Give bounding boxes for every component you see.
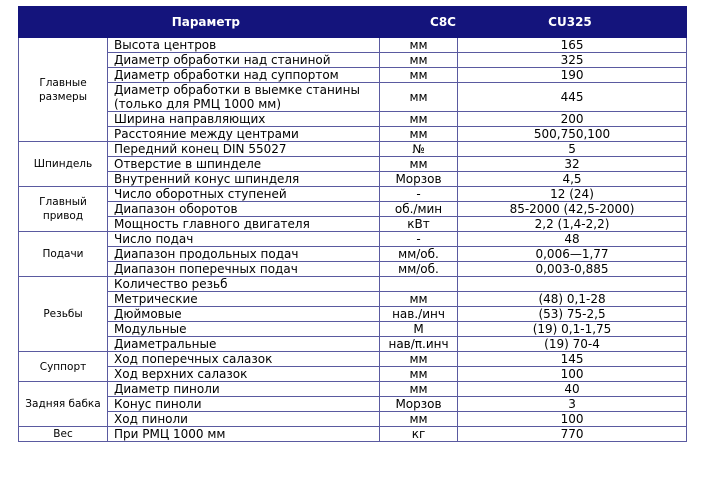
- header-param: Параметр: [19, 7, 380, 38]
- param-cell: Конус пиноли: [108, 397, 380, 412]
- table-row: [19, 247, 687, 262]
- value-cell: (48) 0,1-28: [458, 292, 687, 307]
- param-cell: Диаметр обработки над станиной: [108, 53, 380, 68]
- header-models: [380, 7, 687, 38]
- table-row: [19, 382, 687, 397]
- param-cell: Ход поперечных салазок: [108, 352, 380, 367]
- param-cell: Ход пиноли: [108, 412, 380, 427]
- unit-cell: M: [380, 322, 458, 337]
- table-row: [19, 83, 687, 112]
- unit-cell: мм: [380, 112, 458, 127]
- unit-cell: мм: [380, 292, 458, 307]
- value-cell: (19) 70-4: [458, 337, 687, 352]
- param-cell: Ход верхних салазок: [108, 367, 380, 382]
- unit-cell: кг: [380, 427, 458, 442]
- table-row: [19, 38, 687, 53]
- value-cell: 32: [458, 157, 687, 172]
- value-cell: 325: [458, 53, 687, 68]
- value-cell: 0,006—1,77: [458, 247, 687, 262]
- table-row: [19, 367, 687, 382]
- header-model-2: CU325: [548, 15, 592, 29]
- table-row: [19, 307, 687, 322]
- param-cell: Диаметр обработки в выемке станины (только для РМЦ 1000 мм): [108, 83, 380, 112]
- unit-cell: мм/об.: [380, 247, 458, 262]
- group-cell: Вес: [19, 427, 108, 442]
- table-row: [19, 68, 687, 83]
- unit-cell: Морзов: [380, 397, 458, 412]
- value-cell: 165: [458, 38, 687, 53]
- unit-cell: [380, 277, 458, 292]
- spec-table: [18, 6, 687, 442]
- param-cell: Число оборотных ступеней: [108, 187, 380, 202]
- param-cell: Диапазон оборотов: [108, 202, 380, 217]
- param-cell: Расстояние между центрами: [108, 127, 380, 142]
- value-cell: 770: [458, 427, 687, 442]
- param-cell: Высота центров: [108, 38, 380, 53]
- param-cell: Диапазон продольных подач: [108, 247, 380, 262]
- table-row: [19, 53, 687, 68]
- value-cell: 145: [458, 352, 687, 367]
- table-row: [19, 397, 687, 412]
- param-cell: При РМЦ 1000 мм: [108, 427, 380, 442]
- value-cell: [458, 277, 687, 292]
- param-cell: Передний конец DIN 55027: [108, 142, 380, 157]
- header-model-1: С8С: [430, 15, 456, 29]
- param-cell: Диаметр пиноли: [108, 382, 380, 397]
- table-row: [19, 412, 687, 427]
- param-cell: Число подач: [108, 232, 380, 247]
- table-row: [19, 217, 687, 232]
- table-row: [19, 172, 687, 187]
- value-cell: 100: [458, 412, 687, 427]
- param-cell: Дюймовые: [108, 307, 380, 322]
- unit-cell: кВт: [380, 217, 458, 232]
- header-row: [19, 7, 687, 38]
- table-row: [19, 262, 687, 277]
- table-row: [19, 202, 687, 217]
- table-row: [19, 157, 687, 172]
- value-cell: (19) 0,1-1,75: [458, 322, 687, 337]
- group-cell: Шпиндель: [19, 142, 108, 187]
- unit-cell: об./мин: [380, 202, 458, 217]
- value-cell: 5: [458, 142, 687, 157]
- value-cell: 40: [458, 382, 687, 397]
- unit-cell: мм: [380, 367, 458, 382]
- value-cell: 48: [458, 232, 687, 247]
- unit-cell: мм/об.: [380, 262, 458, 277]
- value-cell: 100: [458, 367, 687, 382]
- param-cell: Количество резьб: [108, 277, 380, 292]
- value-cell: 500,750,100: [458, 127, 687, 142]
- value-cell: 85-2000 (42,5-2000): [458, 202, 687, 217]
- value-cell: 3: [458, 397, 687, 412]
- param-cell: Внутренний конус шпинделя: [108, 172, 380, 187]
- unit-cell: мм: [380, 127, 458, 142]
- value-cell: 4,5: [458, 172, 687, 187]
- group-cell: Подачи: [19, 232, 108, 277]
- group-cell: Суппорт: [19, 352, 108, 382]
- param-cell: Отверстие в шпинделе: [108, 157, 380, 172]
- value-cell: 0,003-0,885: [458, 262, 687, 277]
- unit-cell: нав./инч: [380, 307, 458, 322]
- value-cell: 12 (24): [458, 187, 687, 202]
- unit-cell: нав/π.инч: [380, 337, 458, 352]
- unit-cell: мм: [380, 382, 458, 397]
- unit-cell: -: [380, 187, 458, 202]
- table-row: [19, 127, 687, 142]
- param-cell: Диаметр обработки над суппортом: [108, 68, 380, 83]
- table-row: [19, 142, 687, 157]
- group-cell: Задняя бабка: [19, 382, 108, 427]
- table-row: [19, 427, 687, 442]
- unit-cell: мм: [380, 83, 458, 112]
- table-row: [19, 187, 687, 202]
- table-row: [19, 277, 687, 292]
- value-cell: (53) 75-2,5: [458, 307, 687, 322]
- table-row: [19, 352, 687, 367]
- table-row: [19, 337, 687, 352]
- table-row: [19, 292, 687, 307]
- param-cell: Ширина направляющих: [108, 112, 380, 127]
- unit-cell: мм: [380, 53, 458, 68]
- unit-cell: мм: [380, 68, 458, 83]
- table-row: [19, 232, 687, 247]
- param-cell: Модульные: [108, 322, 380, 337]
- group-cell: Резьбы: [19, 277, 108, 352]
- value-cell: 445: [458, 83, 687, 112]
- table-row: [19, 112, 687, 127]
- unit-cell: Морзов: [380, 172, 458, 187]
- group-cell: Главные размеры: [19, 38, 108, 142]
- unit-cell: мм: [380, 38, 458, 53]
- unit-cell: №: [380, 142, 458, 157]
- unit-cell: мм: [380, 412, 458, 427]
- value-cell: 190: [458, 68, 687, 83]
- param-cell: Диапазон поперечных подач: [108, 262, 380, 277]
- value-cell: 2,2 (1,4-2,2): [458, 217, 687, 232]
- unit-cell: мм: [380, 352, 458, 367]
- param-cell: Мощность главного двигателя: [108, 217, 380, 232]
- group-cell: Главный привод: [19, 187, 108, 232]
- unit-cell: -: [380, 232, 458, 247]
- table-row: [19, 322, 687, 337]
- value-cell: 200: [458, 112, 687, 127]
- unit-cell: мм: [380, 157, 458, 172]
- param-cell: Диаметральные: [108, 337, 380, 352]
- param-cell: Метрические: [108, 292, 380, 307]
